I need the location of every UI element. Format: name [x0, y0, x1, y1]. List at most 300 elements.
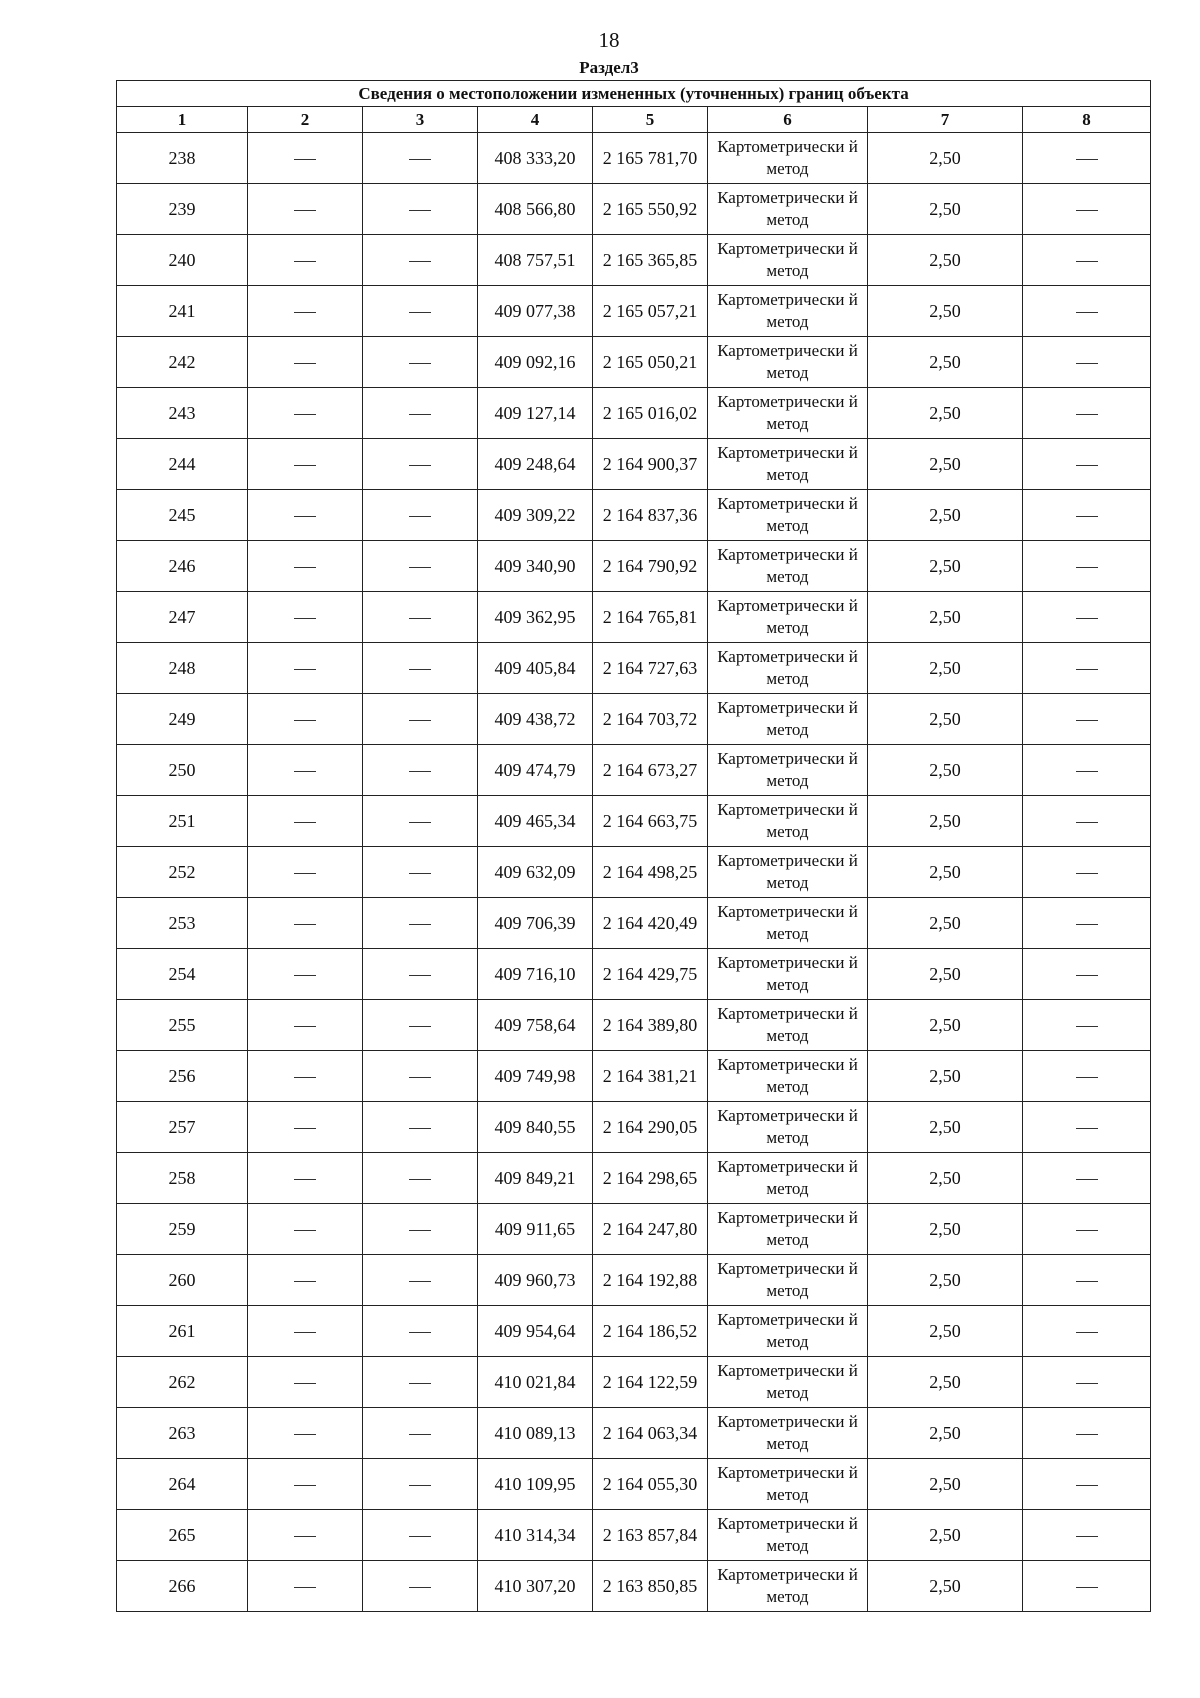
dash-mark	[294, 1536, 316, 1537]
table-row	[117, 439, 1151, 490]
point-number-cell: 252	[117, 847, 248, 898]
dash-mark	[1076, 1587, 1098, 1588]
col8-cell	[1023, 1510, 1151, 1561]
dash-mark	[1076, 261, 1098, 262]
dash-mark	[294, 1332, 316, 1333]
col3-cell	[363, 796, 478, 847]
section-title: Раздел3	[579, 58, 639, 77]
dash-mark	[1076, 771, 1098, 772]
col2-cell	[248, 592, 363, 643]
point-number-cell: 257	[117, 1102, 248, 1153]
x-coordinate-cell: 409 849,21	[478, 1153, 593, 1204]
accuracy-cell: 2,50	[868, 1255, 1023, 1306]
method-cell: Картометрически й метод	[708, 1306, 868, 1357]
method-cell: Картометрически й метод	[708, 847, 868, 898]
point-number-cell: 245	[117, 490, 248, 541]
method-cell: Картометрически й метод	[708, 133, 868, 184]
table-row	[117, 1408, 1151, 1459]
x-coordinate-cell: 409 362,95	[478, 592, 593, 643]
col2-cell	[248, 1051, 363, 1102]
col8-cell	[1023, 184, 1151, 235]
accuracy-cell: 2,50	[868, 337, 1023, 388]
y-coordinate-cell: 2 164 122,59	[593, 1357, 708, 1408]
dash-mark	[409, 822, 431, 823]
col3-cell	[363, 1255, 478, 1306]
col3-cell	[363, 541, 478, 592]
dash-mark	[1076, 975, 1098, 976]
method-cell: Картометрически й метод	[708, 1510, 868, 1561]
col3-cell	[363, 1561, 478, 1612]
dash-mark	[409, 1536, 431, 1537]
col2-cell	[248, 1459, 363, 1510]
col3-cell	[363, 1153, 478, 1204]
table-row	[117, 592, 1151, 643]
dash-mark	[409, 465, 431, 466]
x-coordinate-cell: 409 092,16	[478, 337, 593, 388]
y-coordinate-cell: 2 164 727,63	[593, 643, 708, 694]
y-coordinate-cell: 2 164 420,49	[593, 898, 708, 949]
dash-mark	[409, 873, 431, 874]
point-number-cell: 258	[117, 1153, 248, 1204]
point-number-cell: 255	[117, 1000, 248, 1051]
method-cell: Картометрически й метод	[708, 286, 868, 337]
dash-mark	[1076, 1077, 1098, 1078]
accuracy-cell: 2,50	[868, 1408, 1023, 1459]
point-number-cell: 241	[117, 286, 248, 337]
method-cell: Картометрически й метод	[708, 541, 868, 592]
method-cell: Картометрически й метод	[708, 1051, 868, 1102]
dash-mark	[294, 1587, 316, 1588]
dash-mark	[409, 1026, 431, 1027]
point-number-cell: 254	[117, 949, 248, 1000]
accuracy-cell: 2,50	[868, 184, 1023, 235]
x-coordinate-cell: 409 840,55	[478, 1102, 593, 1153]
accuracy-cell: 2,50	[868, 745, 1023, 796]
dash-mark	[1076, 465, 1098, 466]
table-row	[117, 1510, 1151, 1561]
y-coordinate-cell: 2 165 057,21	[593, 286, 708, 337]
table-row	[117, 643, 1151, 694]
col3-cell	[363, 1357, 478, 1408]
col2-cell	[248, 1255, 363, 1306]
dash-mark	[1076, 924, 1098, 925]
col8-cell	[1023, 847, 1151, 898]
col3-cell	[363, 847, 478, 898]
dash-mark	[409, 312, 431, 313]
col2-cell	[248, 286, 363, 337]
col2-cell	[248, 1357, 363, 1408]
col8-cell	[1023, 337, 1151, 388]
dash-mark	[1076, 312, 1098, 313]
accuracy-cell: 2,50	[868, 643, 1023, 694]
point-number-cell: 250	[117, 745, 248, 796]
accuracy-cell: 2,50	[868, 541, 1023, 592]
dash-mark	[294, 1383, 316, 1384]
y-coordinate-cell: 2 165 050,21	[593, 337, 708, 388]
x-coordinate-cell: 409 127,14	[478, 388, 593, 439]
method-cell: Картометрически й метод	[708, 1204, 868, 1255]
dash-mark	[409, 618, 431, 619]
dash-mark	[294, 567, 316, 568]
col8-cell	[1023, 745, 1151, 796]
col8-cell	[1023, 439, 1151, 490]
col8-cell	[1023, 1204, 1151, 1255]
col3-cell	[363, 388, 478, 439]
col8-cell	[1023, 592, 1151, 643]
method-cell: Картометрически й метод	[708, 745, 868, 796]
accuracy-cell: 2,50	[868, 388, 1023, 439]
table-row	[117, 1459, 1151, 1510]
col3-cell	[363, 745, 478, 796]
point-number-cell: 249	[117, 694, 248, 745]
col8-cell	[1023, 235, 1151, 286]
col8-cell	[1023, 541, 1151, 592]
point-number-cell: 262	[117, 1357, 248, 1408]
col8-cell	[1023, 949, 1151, 1000]
table-row	[117, 1204, 1151, 1255]
table-row	[117, 1102, 1151, 1153]
accuracy-cell: 2,50	[868, 1357, 1023, 1408]
dash-mark	[294, 924, 316, 925]
x-coordinate-cell: 408 333,20	[478, 133, 593, 184]
boundary-table	[116, 80, 1151, 1612]
method-cell: Картометрически й метод	[708, 1255, 868, 1306]
col3-cell	[363, 1204, 478, 1255]
accuracy-cell: 2,50	[868, 439, 1023, 490]
method-cell: Картометрически й метод	[708, 592, 868, 643]
col2-cell	[248, 1102, 363, 1153]
table-caption: Сведения о местоположении измененных (уточненных) границ объекта	[117, 81, 1151, 107]
method-cell: Картометрически й метод	[708, 439, 868, 490]
dash-mark	[409, 159, 431, 160]
dash-mark	[1076, 567, 1098, 568]
col8-cell	[1023, 1408, 1151, 1459]
accuracy-cell: 2,50	[868, 1051, 1023, 1102]
col3-cell	[363, 1051, 478, 1102]
col2-cell	[248, 184, 363, 235]
dash-mark	[409, 924, 431, 925]
method-cell: Картометрически й метод	[708, 1459, 868, 1510]
dash-mark	[1076, 210, 1098, 211]
method-cell: Картометрически й метод	[708, 643, 868, 694]
y-coordinate-cell: 2 164 192,88	[593, 1255, 708, 1306]
col8-cell	[1023, 1000, 1151, 1051]
point-number-cell: 240	[117, 235, 248, 286]
table-row	[117, 1000, 1151, 1051]
point-number-cell: 242	[117, 337, 248, 388]
x-coordinate-cell: 409 960,73	[478, 1255, 593, 1306]
x-coordinate-cell: 409 716,10	[478, 949, 593, 1000]
table-row	[117, 694, 1151, 745]
dash-mark	[409, 261, 431, 262]
method-cell: Картометрически й метод	[708, 184, 868, 235]
col3-cell	[363, 1306, 478, 1357]
dash-mark	[1076, 1383, 1098, 1384]
dash-mark	[294, 159, 316, 160]
col2-cell	[248, 1204, 363, 1255]
y-coordinate-cell: 2 164 765,81	[593, 592, 708, 643]
point-number-cell: 243	[117, 388, 248, 439]
point-number-cell: 259	[117, 1204, 248, 1255]
accuracy-cell: 2,50	[868, 592, 1023, 643]
accuracy-cell: 2,50	[868, 1459, 1023, 1510]
dash-mark	[409, 1587, 431, 1588]
col3-cell	[363, 1408, 478, 1459]
table-row	[117, 898, 1151, 949]
method-cell: Картометрически й метод	[708, 949, 868, 1000]
y-coordinate-cell: 2 163 850,85	[593, 1561, 708, 1612]
dash-mark	[409, 1179, 431, 1180]
dash-mark	[409, 720, 431, 721]
col2-cell	[248, 745, 363, 796]
y-coordinate-cell: 2 165 781,70	[593, 133, 708, 184]
dash-mark	[294, 1281, 316, 1282]
x-coordinate-cell: 409 077,38	[478, 286, 593, 337]
dash-mark	[409, 414, 431, 415]
dash-mark	[294, 363, 316, 364]
col2-cell	[248, 643, 363, 694]
point-number-cell: 248	[117, 643, 248, 694]
x-coordinate-cell: 409 340,90	[478, 541, 593, 592]
col3-cell	[363, 184, 478, 235]
dash-mark	[294, 516, 316, 517]
table-row	[117, 847, 1151, 898]
dash-mark	[294, 312, 316, 313]
col2-cell	[248, 541, 363, 592]
col8-cell	[1023, 490, 1151, 541]
table-row	[117, 184, 1151, 235]
col8-cell	[1023, 1051, 1151, 1102]
col3-cell	[363, 490, 478, 541]
point-number-cell: 244	[117, 439, 248, 490]
dash-mark	[409, 669, 431, 670]
table-row	[117, 388, 1151, 439]
accuracy-cell: 2,50	[868, 1306, 1023, 1357]
accuracy-cell: 2,50	[868, 847, 1023, 898]
point-number-cell: 251	[117, 796, 248, 847]
dash-mark	[1076, 669, 1098, 670]
x-coordinate-cell: 409 474,79	[478, 745, 593, 796]
x-coordinate-cell: 409 438,72	[478, 694, 593, 745]
y-coordinate-cell: 2 164 055,30	[593, 1459, 708, 1510]
method-cell: Картометрически й метод	[708, 235, 868, 286]
column-number-3: 3	[363, 107, 478, 133]
column-number-4: 4	[478, 107, 593, 133]
col8-cell	[1023, 1561, 1151, 1612]
x-coordinate-cell: 409 248,64	[478, 439, 593, 490]
column-number-1: 1	[117, 107, 248, 133]
point-number-cell: 253	[117, 898, 248, 949]
column-number-8: 8	[1023, 107, 1151, 133]
y-coordinate-cell: 2 165 016,02	[593, 388, 708, 439]
dash-mark	[1076, 1485, 1098, 1486]
column-number-7: 7	[868, 107, 1023, 133]
accuracy-cell: 2,50	[868, 898, 1023, 949]
method-cell: Картометрически й метод	[708, 490, 868, 541]
accuracy-cell: 2,50	[868, 949, 1023, 1000]
y-coordinate-cell: 2 164 900,37	[593, 439, 708, 490]
dash-mark	[409, 975, 431, 976]
y-coordinate-cell: 2 164 381,21	[593, 1051, 708, 1102]
method-cell: Картометрически й метод	[708, 694, 868, 745]
point-number-cell: 246	[117, 541, 248, 592]
y-coordinate-cell: 2 164 663,75	[593, 796, 708, 847]
y-coordinate-cell: 2 165 550,92	[593, 184, 708, 235]
dash-mark	[1076, 1026, 1098, 1027]
col2-cell	[248, 949, 363, 1000]
dash-mark	[409, 1332, 431, 1333]
col8-cell	[1023, 1459, 1151, 1510]
dash-mark	[1076, 1230, 1098, 1231]
col8-cell	[1023, 643, 1151, 694]
point-number-cell: 256	[117, 1051, 248, 1102]
x-coordinate-cell: 410 021,84	[478, 1357, 593, 1408]
col8-cell	[1023, 286, 1151, 337]
column-number-5: 5	[593, 107, 708, 133]
dash-mark	[1076, 1434, 1098, 1435]
col3-cell	[363, 1510, 478, 1561]
accuracy-cell: 2,50	[868, 796, 1023, 847]
x-coordinate-cell: 409 758,64	[478, 1000, 593, 1051]
dash-mark	[294, 1434, 316, 1435]
col2-cell	[248, 1000, 363, 1051]
dash-mark	[294, 873, 316, 874]
method-cell: Картометрически й метод	[708, 388, 868, 439]
table-row	[117, 1153, 1151, 1204]
table-row	[117, 541, 1151, 592]
col2-cell	[248, 847, 363, 898]
x-coordinate-cell: 408 757,51	[478, 235, 593, 286]
method-cell: Картометрически й метод	[708, 1561, 868, 1612]
dash-mark	[409, 363, 431, 364]
point-number-cell: 239	[117, 184, 248, 235]
dash-mark	[409, 1077, 431, 1078]
dash-mark	[294, 1485, 316, 1486]
dash-mark	[409, 210, 431, 211]
dash-mark	[1076, 1179, 1098, 1180]
accuracy-cell: 2,50	[868, 286, 1023, 337]
dash-mark	[294, 771, 316, 772]
table-row	[117, 286, 1151, 337]
dash-mark	[409, 1485, 431, 1486]
table-row	[117, 490, 1151, 541]
x-coordinate-cell: 408 566,80	[478, 184, 593, 235]
table-row	[117, 337, 1151, 388]
method-cell: Картометрически й метод	[708, 1357, 868, 1408]
table-row	[117, 745, 1151, 796]
col8-cell	[1023, 1153, 1151, 1204]
dash-mark	[294, 720, 316, 721]
y-coordinate-cell: 2 164 298,65	[593, 1153, 708, 1204]
y-coordinate-cell: 2 164 703,72	[593, 694, 708, 745]
page-number: 18	[598, 28, 620, 52]
x-coordinate-cell: 409 706,39	[478, 898, 593, 949]
col3-cell	[363, 643, 478, 694]
y-coordinate-cell: 2 164 498,25	[593, 847, 708, 898]
dash-mark	[294, 261, 316, 262]
method-cell: Картометрически й метод	[708, 337, 868, 388]
dash-mark	[294, 210, 316, 211]
dash-mark	[294, 465, 316, 466]
col8-cell	[1023, 1306, 1151, 1357]
accuracy-cell: 2,50	[868, 1204, 1023, 1255]
col8-cell	[1023, 898, 1151, 949]
table-row	[117, 949, 1151, 1000]
table-row	[117, 796, 1151, 847]
dash-mark	[409, 1383, 431, 1384]
table-row	[117, 133, 1151, 184]
method-cell: Картометрически й метод	[708, 1153, 868, 1204]
dash-mark	[1076, 159, 1098, 160]
col2-cell	[248, 490, 363, 541]
col2-cell	[248, 439, 363, 490]
col2-cell	[248, 1408, 363, 1459]
x-coordinate-cell: 409 465,34	[478, 796, 593, 847]
dash-mark	[409, 1281, 431, 1282]
dash-mark	[294, 618, 316, 619]
dash-mark	[294, 414, 316, 415]
x-coordinate-cell: 409 749,98	[478, 1051, 593, 1102]
x-coordinate-cell: 409 309,22	[478, 490, 593, 541]
dash-mark	[294, 1026, 316, 1027]
table-row	[117, 235, 1151, 286]
col3-cell	[363, 439, 478, 490]
col3-cell	[363, 694, 478, 745]
y-coordinate-cell: 2 163 857,84	[593, 1510, 708, 1561]
y-coordinate-cell: 2 164 790,92	[593, 541, 708, 592]
col2-cell	[248, 898, 363, 949]
col3-cell	[363, 1000, 478, 1051]
col2-cell	[248, 133, 363, 184]
accuracy-cell: 2,50	[868, 235, 1023, 286]
col2-cell	[248, 1306, 363, 1357]
dash-mark	[1076, 1536, 1098, 1537]
dash-mark	[1076, 363, 1098, 364]
accuracy-cell: 2,50	[868, 1561, 1023, 1612]
y-coordinate-cell: 2 164 063,34	[593, 1408, 708, 1459]
table-row	[117, 1561, 1151, 1612]
accuracy-cell: 2,50	[868, 490, 1023, 541]
y-coordinate-cell: 2 164 673,27	[593, 745, 708, 796]
col8-cell	[1023, 694, 1151, 745]
y-coordinate-cell: 2 164 247,80	[593, 1204, 708, 1255]
point-number-cell: 260	[117, 1255, 248, 1306]
y-coordinate-cell: 2 165 365,85	[593, 235, 708, 286]
col3-cell	[363, 592, 478, 643]
point-number-cell: 247	[117, 592, 248, 643]
method-cell: Картометрически й метод	[708, 1000, 868, 1051]
col2-cell	[248, 235, 363, 286]
column-number-2: 2	[248, 107, 363, 133]
col2-cell	[248, 388, 363, 439]
accuracy-cell: 2,50	[868, 1153, 1023, 1204]
col2-cell	[248, 1510, 363, 1561]
col2-cell	[248, 694, 363, 745]
col3-cell	[363, 286, 478, 337]
table-row	[117, 1255, 1151, 1306]
x-coordinate-cell: 410 089,13	[478, 1408, 593, 1459]
dash-mark	[1076, 414, 1098, 415]
col2-cell	[248, 796, 363, 847]
x-coordinate-cell: 409 911,65	[478, 1204, 593, 1255]
method-cell: Картометрически й метод	[708, 796, 868, 847]
x-coordinate-cell: 410 109,95	[478, 1459, 593, 1510]
point-number-cell: 264	[117, 1459, 248, 1510]
col2-cell	[248, 1153, 363, 1204]
dash-mark	[409, 1434, 431, 1435]
table-body	[117, 133, 1151, 1612]
dash-mark	[1076, 1332, 1098, 1333]
